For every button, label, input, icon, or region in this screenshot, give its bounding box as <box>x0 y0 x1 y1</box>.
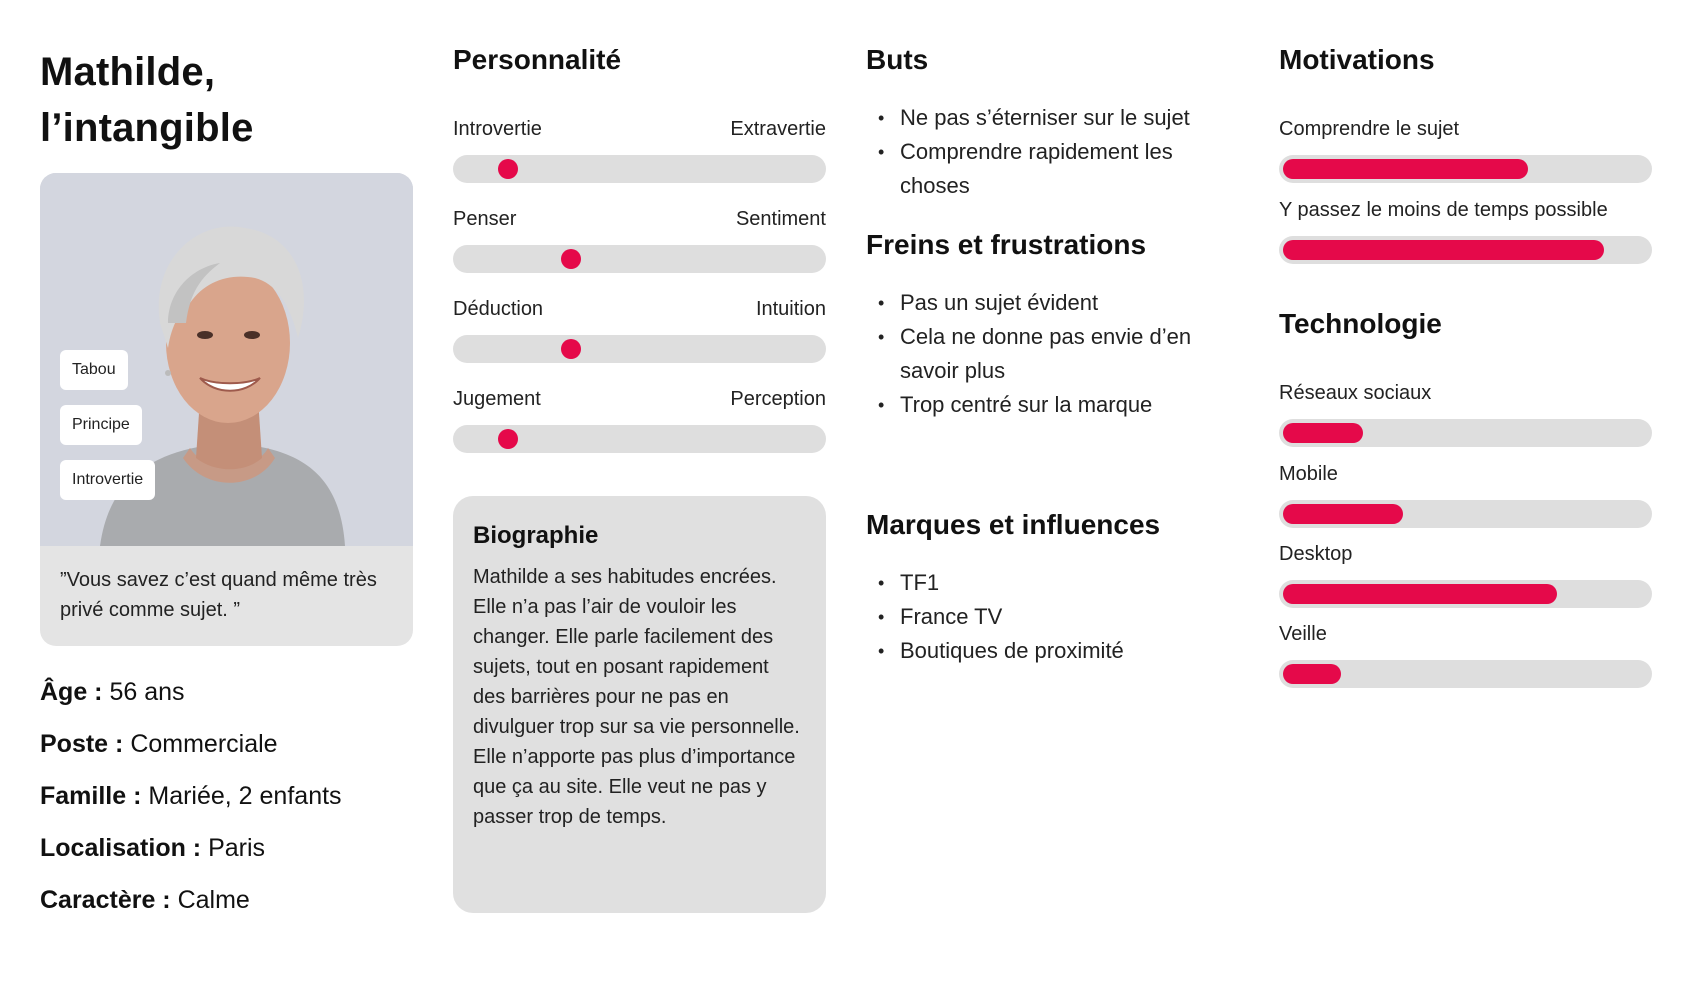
progress-fill <box>1283 504 1403 524</box>
slider-introvertie-extravertie <box>453 155 826 183</box>
fact-key: Famille : <box>40 782 142 810</box>
slider-deduction-intuition <box>453 335 826 363</box>
fact-poste <box>40 724 414 776</box>
fact-key: Poste : <box>40 730 124 758</box>
slider-penser-sentiment <box>453 245 826 273</box>
fact-value: Calme <box>177 886 250 914</box>
fact-caractere <box>40 880 414 932</box>
fact-value: Mariée, 2 enfants <box>148 782 342 810</box>
slider-left-label: Jugement <box>453 388 541 410</box>
slider-left-label: Introvertie <box>453 118 542 140</box>
persona-facts <box>40 672 414 932</box>
biography-text-2: Elle n’apporte pas plus d’importance que ça au site. Elle veut ne pas y passer trop de temps. <box>473 746 796 828</box>
fact-key: Caractère : <box>40 886 171 914</box>
slider-handle <box>561 339 581 359</box>
slider-right-label: Extravertie <box>730 118 826 140</box>
slider-right-label: Perception <box>730 388 826 410</box>
slider-right-label: Sentiment <box>735 208 826 230</box>
list-item: • Ne pas s’éterniser sur le sujet <box>878 101 1248 135</box>
progress-bar-mobile <box>1279 500 1652 528</box>
biography-title: Biographie <box>473 522 599 549</box>
bar-label: Comprendre le sujet <box>1279 118 1460 140</box>
progress-fill <box>1283 423 1363 443</box>
fact-value: Paris <box>208 834 266 862</box>
motivations-title: Motivations <box>1279 44 1435 75</box>
slider-handle <box>498 159 518 179</box>
progress-bar-temps <box>1279 236 1652 264</box>
list-item: • France TV <box>878 600 1248 634</box>
tag-introvertie: Introvertie <box>60 460 155 500</box>
persona-name-line1: Mathilde, <box>40 50 216 94</box>
bar-label: Veille <box>1279 623 1327 645</box>
progress-fill <box>1283 159 1528 179</box>
list-item: • Cela ne donne pas envie d’en savoir plus <box>878 320 1248 388</box>
brands-list <box>878 566 1248 668</box>
progress-bar-desktop <box>1279 580 1652 608</box>
progress-bar-veille <box>1279 660 1652 688</box>
slider-left-label: Penser <box>453 208 517 230</box>
slider-handle <box>498 429 518 449</box>
slider-right-label: Intuition <box>755 298 826 320</box>
list-item: • TF1 <box>878 566 1248 600</box>
goals-title: Buts <box>866 44 929 75</box>
frustrations-title: Freins et frustrations <box>866 229 1147 260</box>
bar-label: Réseaux sociaux <box>1279 382 1432 404</box>
technology-title: Technologie <box>1279 308 1442 339</box>
frustrations-list <box>878 286 1248 422</box>
progress-fill <box>1283 584 1557 604</box>
persona-card <box>40 173 413 646</box>
progress-bar-reseaux <box>1279 419 1652 447</box>
bar-label: Mobile <box>1279 463 1338 485</box>
brands-title: Marques et influences <box>866 509 1161 540</box>
fact-key: Localisation : <box>40 834 202 862</box>
list-item: • Boutiques de proximité <box>878 634 1248 668</box>
fact-age <box>40 672 414 724</box>
persona-photo <box>40 173 413 546</box>
tag-principe: Principe <box>60 405 142 445</box>
persona-quote: ”Vous savez c’est quand même très privé comme sujet. ” <box>60 569 377 621</box>
slider-left-label: Déduction <box>453 298 544 320</box>
persona-name <box>40 44 254 156</box>
personality-title: Personnalité <box>453 44 622 75</box>
persona-name-line2: l’intangible <box>40 106 254 150</box>
fact-value: Commerciale <box>130 730 278 758</box>
biography-card <box>453 496 826 913</box>
fact-famille <box>40 776 414 828</box>
bar-label: Y passez le moins de temps possible <box>1279 199 1608 221</box>
fact-localisation <box>40 828 414 880</box>
goals-list <box>878 101 1248 203</box>
list-item: • Trop centré sur la marque <box>878 388 1248 422</box>
progress-bar-comprendre <box>1279 155 1652 183</box>
biography-text: Mathilde a ses habitudes encrées. Elle n’a pas l’air de vouloir les changer. Elle parle facilement des sujets, tout en posant rapidement des barrières pour ne pas en divulguer trop sur sa vie personnelle. <box>473 566 800 738</box>
fact-value: 56 ans <box>109 678 185 706</box>
bar-label: Desktop <box>1279 543 1353 565</box>
slider-jugement-perception <box>453 425 826 453</box>
tag-tabou: Tabou <box>60 350 128 390</box>
fact-key: Âge : <box>40 678 103 706</box>
progress-fill <box>1283 240 1604 260</box>
progress-fill <box>1283 664 1341 684</box>
slider-handle <box>561 249 581 269</box>
list-item: • Comprendre rapidement les choses <box>878 135 1248 203</box>
list-item: • Pas un sujet évident <box>878 286 1248 320</box>
